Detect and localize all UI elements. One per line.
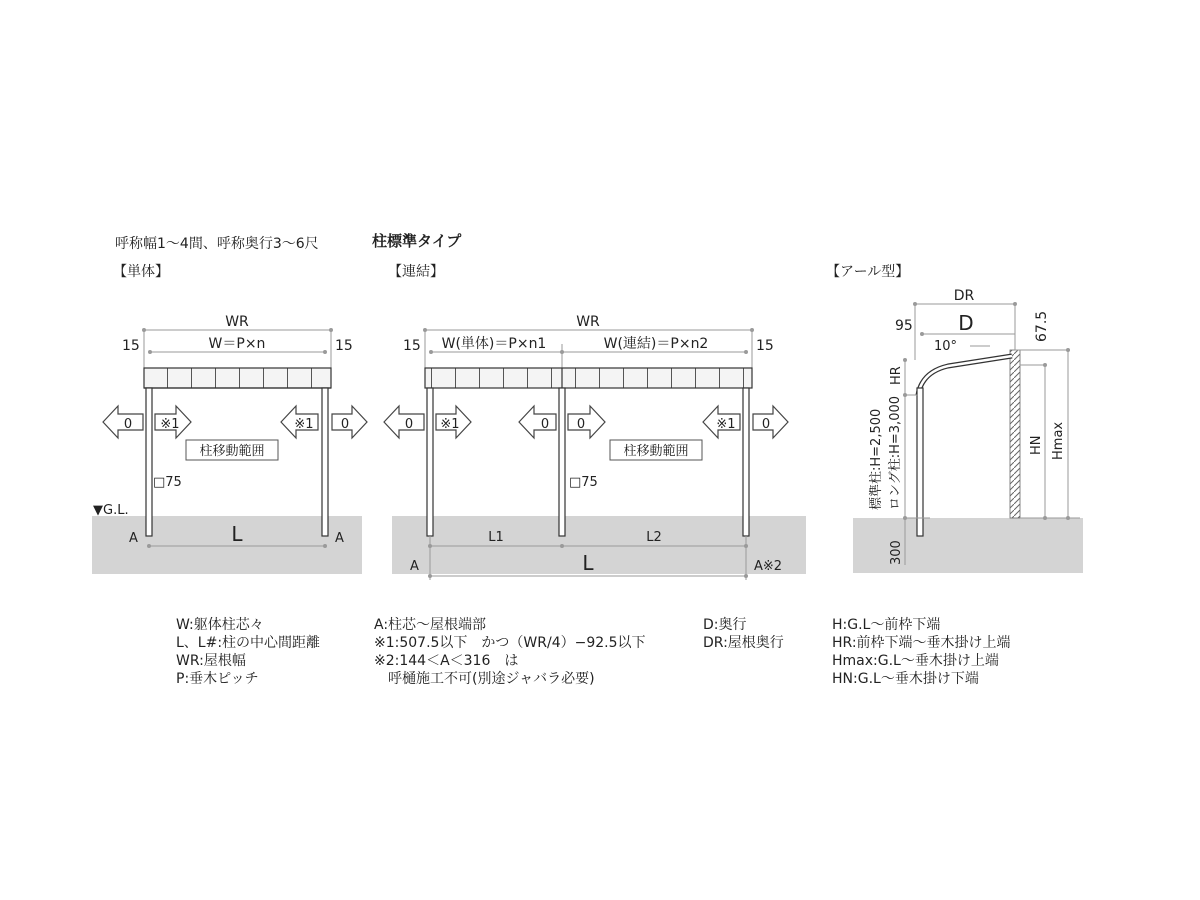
single-ground-label: ▼G.L. (93, 503, 129, 518)
linked-diagram (384, 314, 806, 580)
arch-section-label: 【アール型】 (826, 264, 910, 280)
legend-item: 呼樋施工不可(別途ジャバラ必要) (374, 671, 595, 687)
legend-item: HN:G.L～垂木掛け下端 (832, 671, 979, 687)
single-arrow-zero-right: 0 (340, 417, 350, 432)
legend-col-3 (703, 616, 784, 652)
legend-item: W:躯体柱芯々 (176, 617, 264, 633)
linked-span2: L2 (646, 530, 662, 545)
arch-ground (853, 518, 1083, 573)
single-a-left: A (129, 531, 138, 546)
single-post-left (146, 388, 152, 536)
linked-arrow-right-out (753, 406, 788, 438)
legend-col-1 (176, 616, 320, 688)
single-post-right (322, 388, 328, 536)
arch-hn: HN (1029, 435, 1044, 455)
linked-arrow-zero-mid-left: 0 (540, 417, 550, 432)
arch-angle: 10° (934, 339, 958, 354)
legend-item: L、L#:柱の中心間距離 (176, 635, 321, 651)
legend-item: H:G.L～前枠下端 (832, 617, 941, 633)
legend-item: Hmax:G.L～垂木掛け上端 (832, 653, 999, 669)
single-a-right: A (335, 531, 344, 546)
linked-post-size: □75 (569, 475, 598, 490)
linked-edge-left: 15 (403, 338, 421, 354)
single-diagram (92, 314, 367, 574)
linked-arrow-zero-right: 0 (761, 417, 771, 432)
linked-span-label: L (582, 551, 594, 575)
arch-offset: 95 (895, 318, 913, 334)
legend-item: WR:屋根幅 (176, 653, 246, 669)
linked-arrow-note-left: ※1 (440, 417, 460, 432)
linked-post-middle (559, 388, 565, 536)
arch-height-std: 標準柱:H=2,500 (869, 408, 884, 510)
legend-col-4 (832, 616, 1011, 688)
single-arrow-note-left: ※1 (160, 417, 180, 432)
single-wr-label: WR (225, 314, 249, 330)
linked-section-label: 【連結】 (388, 264, 444, 280)
arch-diagram (853, 288, 1083, 573)
arch-wall (1010, 350, 1020, 518)
linked-a-right: A※2 (754, 559, 783, 574)
single-arrow-right-out (332, 406, 367, 438)
linked-wr-label: WR (576, 314, 600, 330)
header-subtitle: 呼称幅1～4間、呼称奥行3～6尺 (115, 236, 319, 252)
arch-dr-label: DR (953, 288, 975, 304)
arch-hr: HR (889, 366, 904, 385)
linked-arrow-zero-mid-right: 0 (576, 417, 586, 432)
linked-width-linked: W(連結)＝P×n2 (603, 336, 709, 352)
arch-base: 300 (889, 540, 904, 565)
linked-move-range: 柱移動範囲 (623, 444, 689, 459)
single-span-label: L (231, 522, 243, 546)
linked-roof (425, 368, 752, 388)
legend-item: A:柱芯～屋根端部 (374, 617, 487, 633)
legend-item: D:奥行 (703, 617, 747, 633)
linked-arrow-zero-left: 0 (404, 417, 414, 432)
linked-post-right (743, 388, 749, 536)
legend-item: ※2:144＜A＜316 は (374, 653, 519, 669)
legend-item: HR:前枠下端～垂木掛け上端 (832, 635, 1011, 651)
single-edge-left: 15 (122, 338, 140, 354)
header-type-label: 柱標準タイプ (372, 232, 462, 250)
single-arrow-zero-left: 0 (123, 417, 133, 432)
arch-roof (918, 356, 1012, 395)
legend-item: P:垂木ピッチ (176, 671, 259, 687)
arch-hmax: Hmax (1051, 421, 1066, 460)
linked-post-left (427, 388, 433, 536)
arch-post (917, 388, 923, 536)
single-roof (144, 368, 331, 388)
linked-arrow-mid-right (568, 406, 605, 438)
arch-top-dim: 67.5 (1034, 310, 1050, 342)
linked-arrow-mid-left (519, 406, 556, 438)
single-move-range: 柱移動範囲 (199, 444, 265, 459)
single-section-label: 【単体】 (113, 264, 169, 280)
linked-arrow-note-right: ※1 (716, 417, 736, 432)
single-post-size: □75 (153, 475, 182, 490)
arch-height-long: ロング柱:H=3,000 (888, 395, 903, 510)
single-edge-right: 15 (335, 338, 353, 354)
linked-a-left: A (410, 559, 419, 574)
legend-item: DR:屋根奥行 (703, 635, 784, 651)
linked-span1: L1 (488, 530, 504, 545)
arch-depth: D (958, 311, 974, 335)
linked-edge-right: 15 (756, 338, 774, 354)
single-arrow-note-right: ※1 (294, 417, 314, 432)
linked-width-single: W(単体)＝P×n1 (441, 336, 547, 352)
legend-col-2 (374, 616, 646, 688)
single-width-formula: W＝P×n (208, 336, 266, 352)
legend-item: ※1:507.5以下 かつ（WR/4）−92.5以下 (374, 635, 646, 651)
